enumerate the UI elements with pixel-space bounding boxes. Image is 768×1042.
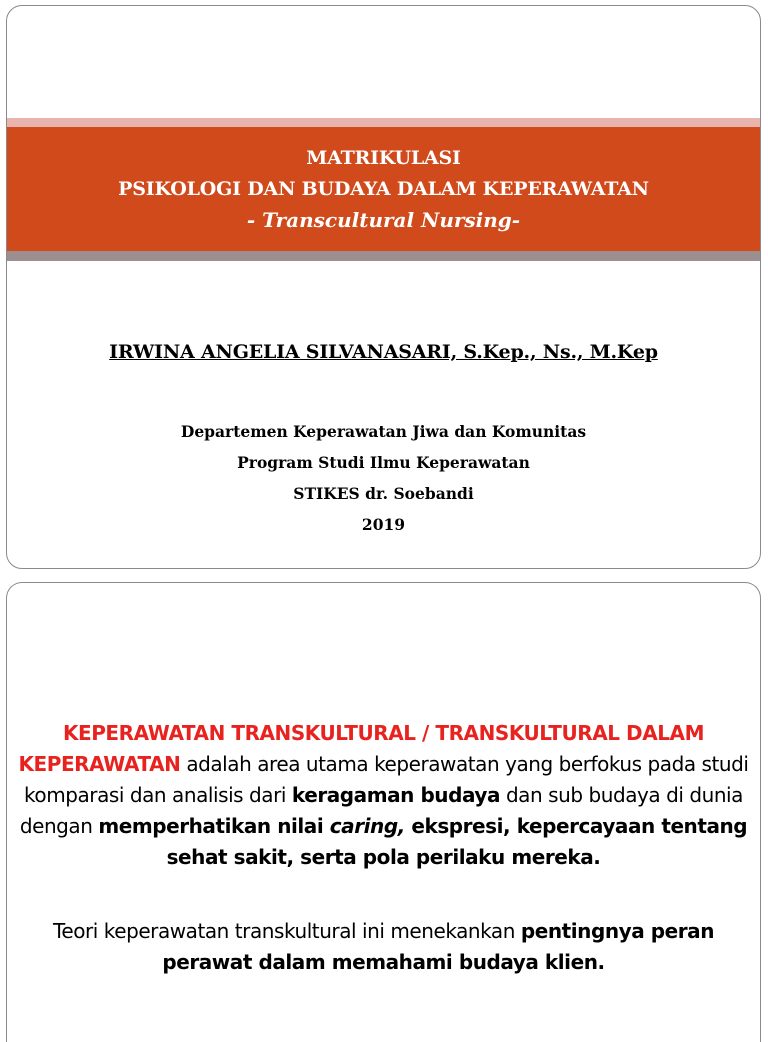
definition-paragraph <box>17 718 750 873</box>
content-slide <box>6 582 761 1042</box>
affiliation-program: Program Studi Ilmu Keperawatan <box>237 453 530 472</box>
definition-term: KEPERAWATAN TRANSKULTURAL / TRANSKULTURAL DALAM KEPERAWATAN <box>18 721 705 776</box>
emphasis-run: keragaman budaya <box>291 783 501 807</box>
affiliation-institution: STIKES dr. Soebandi <box>293 484 474 503</box>
emphasis-run: ekspresi, kepercayaan tentang sehat sakit, serta pola perilaku mereka. <box>166 814 748 869</box>
text-run: adalah area utama keperawatan yang berfokus pada studi komparasi dan analisis dari <box>24 752 749 807</box>
affiliation-block <box>7 416 760 540</box>
slide-title-line2: PSIKOLOGI DAN BUDAYA DALAM KEPERAWATAN <box>118 177 649 200</box>
emphasis-italic-run: caring, <box>329 814 405 838</box>
text-run: Teori keperawatan transkultural ini menekankan <box>53 919 521 943</box>
title-slide <box>6 5 761 569</box>
theory-paragraph <box>17 916 750 978</box>
affiliation-department: Departemen Keperawatan Jiwa dan Komunitas <box>180 422 587 441</box>
title-band-top-stripe <box>7 118 760 127</box>
slide-title-line1: MATRIKULASI <box>306 146 461 169</box>
slide-subtitle: - Transcultural Nursing- <box>246 207 521 232</box>
title-band <box>7 127 760 251</box>
emphasis-run: memperhatikan nilai <box>98 814 330 838</box>
text-run: dan sub budaya di dunia dengan <box>19 783 743 838</box>
title-band-bottom-stripe <box>7 251 760 261</box>
affiliation-year: 2019 <box>361 515 406 534</box>
author-name: IRWINA ANGELIA SILVANASARI, S.Kep., Ns., M.Kep <box>109 341 658 363</box>
emphasis-run: pentingnya peran perawat dalam memahami budaya klien. <box>162 919 714 974</box>
